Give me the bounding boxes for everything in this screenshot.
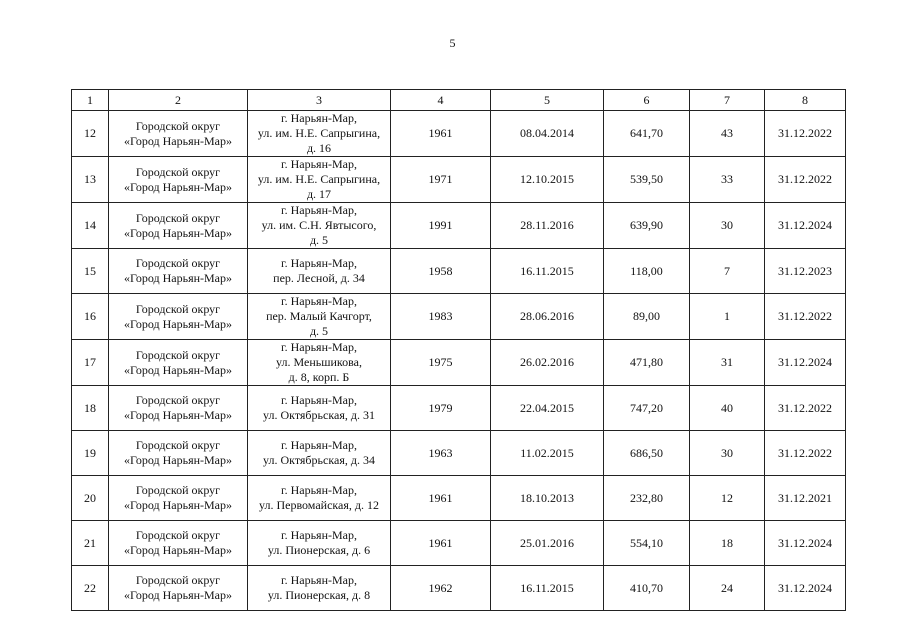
year-cell: 1961	[391, 521, 491, 566]
table-row	[72, 521, 846, 566]
year-cell: 1991	[391, 203, 491, 249]
owner-cell-line: Городской округ	[135, 438, 221, 452]
area-cell: 232,80	[604, 476, 690, 521]
owner-cell-line: Городской округ	[135, 210, 221, 225]
count-cell: 30	[690, 431, 765, 476]
page-number: 5	[449, 36, 456, 50]
year-cell: 1983	[391, 294, 491, 340]
address-cell	[248, 431, 391, 476]
date-cell: 22.04.2015	[491, 386, 604, 431]
owner-cell	[109, 249, 248, 294]
address-cell	[248, 249, 391, 294]
owner-cell	[109, 386, 248, 431]
address-cell	[248, 386, 391, 431]
table-row	[72, 111, 846, 157]
address-cell-line: г. Нарьян-Мар,	[281, 340, 357, 354]
address-cell-line: г. Нарьян-Мар,	[281, 528, 357, 542]
row-number-cell: 15	[72, 249, 109, 294]
count-cell: 40	[690, 386, 765, 431]
count-cell: 43	[690, 111, 765, 157]
date-cell: 25.01.2016	[491, 521, 604, 566]
address-cell-line: ул. им. С.Н. Явтысого,	[261, 218, 377, 232]
owner-cell	[109, 203, 248, 249]
date-cell: 28.11.2016	[491, 203, 604, 249]
count-cell: 33	[690, 157, 765, 203]
address-cell-line: г. Нарьян-Мар,	[281, 483, 357, 497]
owner-cell-line: «Город Нарьян-Мар»	[123, 588, 233, 602]
row-number-cell: 18	[72, 386, 109, 431]
address-cell-line: д. 16	[306, 141, 332, 155]
owner-cell-line: «Город Нарьян-Мар»	[123, 543, 233, 557]
year-cell: 1971	[391, 157, 491, 203]
address-cell-line: г. Нарьян-Мар,	[281, 256, 357, 270]
area-cell: 118,00	[604, 249, 690, 294]
column-number: 1	[72, 90, 109, 111]
owner-cell-line: Городской округ	[135, 164, 221, 179]
address-cell-line: д. 5	[309, 324, 329, 338]
address-cell	[248, 294, 391, 340]
date-cell: 12.10.2015	[491, 157, 604, 203]
year-cell: 1975	[391, 340, 491, 386]
column-number: 7	[690, 90, 765, 111]
count-cell: 31	[690, 340, 765, 386]
table-row	[72, 294, 846, 340]
address-cell	[248, 203, 391, 249]
row-number-cell: 17	[72, 340, 109, 386]
table-row	[72, 157, 846, 203]
year-cell: 1961	[391, 476, 491, 521]
year-cell: 1962	[391, 566, 491, 611]
owner-cell-line: Городской округ	[135, 347, 221, 362]
deadline-cell: 31.12.2021	[765, 476, 846, 521]
year-cell: 1961	[391, 111, 491, 157]
owner-cell-line: «Город Нарьян-Мар»	[123, 179, 233, 194]
address-cell-line: пер. Малый Качгорт,	[266, 309, 372, 323]
deadline-cell: 31.12.2024	[765, 203, 846, 249]
deadline-cell: 31.12.2024	[765, 340, 846, 386]
address-cell	[248, 111, 391, 157]
table-row	[72, 476, 846, 521]
column-number: 4	[391, 90, 491, 111]
owner-cell-line: Городской округ	[135, 393, 221, 407]
address-cell-line: г. Нарьян-Мар,	[281, 157, 357, 171]
deadline-cell: 31.12.2024	[765, 566, 846, 611]
deadline-cell: 31.12.2022	[765, 111, 846, 157]
deadline-cell: 31.12.2024	[765, 521, 846, 566]
address-cell-line: ул. Пионерская, д. 6	[267, 543, 371, 557]
owner-cell	[109, 431, 248, 476]
owner-cell-line: Городской округ	[135, 118, 221, 133]
address-cell-line: г. Нарьян-Мар,	[281, 438, 357, 452]
address-cell	[248, 476, 391, 521]
area-cell: 686,50	[604, 431, 690, 476]
row-number-cell: 14	[72, 203, 109, 249]
row-number-cell: 12	[72, 111, 109, 157]
count-cell: 7	[690, 249, 765, 294]
count-cell: 18	[690, 521, 765, 566]
address-cell	[248, 566, 391, 611]
row-number-cell: 19	[72, 431, 109, 476]
row-number-cell: 13	[72, 157, 109, 203]
owner-cell-line: «Город Нарьян-Мар»	[123, 316, 233, 331]
row-number-cell: 20	[72, 476, 109, 521]
owner-cell	[109, 476, 248, 521]
address-cell	[248, 340, 391, 386]
address-cell-line: г. Нарьян-Мар,	[281, 111, 357, 125]
address-cell-line: ул. Первомайская, д. 12	[259, 498, 379, 512]
count-cell: 30	[690, 203, 765, 249]
column-number: 8	[765, 90, 846, 111]
address-cell-line: г. Нарьян-Мар,	[281, 294, 357, 308]
column-number: 2	[109, 90, 248, 111]
count-cell: 24	[690, 566, 765, 611]
address-cell-line: ул. им. Н.Е. Сапрыгина,	[257, 172, 381, 186]
address-cell	[248, 521, 391, 566]
deadline-cell: 31.12.2023	[765, 249, 846, 294]
year-cell: 1958	[391, 249, 491, 294]
deadline-cell: 31.12.2022	[765, 294, 846, 340]
table-row	[72, 249, 846, 294]
column-number: 6	[604, 90, 690, 111]
area-cell: 641,70	[604, 111, 690, 157]
date-cell: 16.11.2015	[491, 249, 604, 294]
count-cell: 1	[690, 294, 765, 340]
owner-cell-line: «Город Нарьян-Мар»	[123, 362, 233, 377]
owner-cell-line: «Город Нарьян-Мар»	[123, 133, 233, 148]
table-row	[72, 566, 846, 611]
owner-cell-line: «Город Нарьян-Мар»	[123, 271, 233, 285]
year-cell: 1963	[391, 431, 491, 476]
deadline-cell: 31.12.2022	[765, 157, 846, 203]
owner-cell-line: «Город Нарьян-Мар»	[123, 453, 233, 467]
deadline-cell: 31.12.2022	[765, 431, 846, 476]
date-cell: 28.06.2016	[491, 294, 604, 340]
table-row	[72, 431, 846, 476]
area-cell: 554,10	[604, 521, 690, 566]
owner-cell	[109, 294, 248, 340]
owner-cell-line: Городской округ	[135, 256, 221, 270]
owner-cell	[109, 521, 248, 566]
column-number: 5	[491, 90, 604, 111]
table-row	[72, 386, 846, 431]
address-cell-line: ул. им. Н.Е. Сапрыгина,	[257, 126, 381, 140]
owner-cell-line: Городской округ	[135, 483, 221, 497]
date-cell: 18.10.2013	[491, 476, 604, 521]
date-cell: 08.04.2014	[491, 111, 604, 157]
owner-cell	[109, 340, 248, 386]
address-cell-line: ул. Пионерская, д. 8	[267, 588, 371, 602]
address-cell-line: ул. Октябрьская, д. 31	[263, 408, 375, 422]
owner-cell-line: «Город Нарьян-Мар»	[123, 498, 233, 512]
address-cell-line: д. 8, корп. Б	[288, 370, 350, 384]
row-number-cell: 16	[72, 294, 109, 340]
date-cell: 26.02.2016	[491, 340, 604, 386]
table-body	[72, 90, 846, 611]
address-cell-line: пер. Лесной, д. 34	[273, 271, 365, 285]
area-cell: 639,90	[604, 203, 690, 249]
owner-cell-line: «Город Нарьян-Мар»	[123, 225, 233, 240]
address-cell-line: г. Нарьян-Мар,	[281, 393, 357, 407]
address-cell-line: г. Нарьян-Мар,	[281, 573, 357, 587]
address-cell-line: г. Нарьян-Мар,	[281, 203, 357, 217]
table-row	[72, 340, 846, 386]
owner-cell-line: Городской округ	[135, 301, 221, 316]
area-cell: 89,00	[604, 294, 690, 340]
row-number-cell: 22	[72, 566, 109, 611]
date-cell: 11.02.2015	[491, 431, 604, 476]
address-cell-line: д. 17	[306, 187, 332, 201]
table-row	[72, 203, 846, 249]
area-cell: 471,80	[604, 340, 690, 386]
area-cell: 410,70	[604, 566, 690, 611]
year-cell: 1979	[391, 386, 491, 431]
address-cell	[248, 157, 391, 203]
area-cell: 747,20	[604, 386, 690, 431]
column-number-row	[72, 90, 846, 111]
owner-cell-line: Городской округ	[135, 528, 221, 542]
count-cell: 12	[690, 476, 765, 521]
owner-cell-line: «Город Нарьян-Мар»	[123, 408, 233, 422]
row-number-cell: 21	[72, 521, 109, 566]
owner-cell-line: Городской округ	[135, 573, 221, 587]
owner-cell	[109, 566, 248, 611]
area-cell: 539,50	[604, 157, 690, 203]
column-number: 3	[248, 90, 391, 111]
owner-cell	[109, 111, 248, 157]
housing-registry-table	[71, 89, 846, 611]
address-cell-line: ул. Октябрьская, д. 34	[263, 453, 375, 467]
date-cell: 16.11.2015	[491, 566, 604, 611]
owner-cell	[109, 157, 248, 203]
address-cell-line: ул. Меньшикова,	[276, 355, 362, 369]
deadline-cell: 31.12.2022	[765, 386, 846, 431]
address-cell-line: д. 5	[309, 233, 329, 247]
